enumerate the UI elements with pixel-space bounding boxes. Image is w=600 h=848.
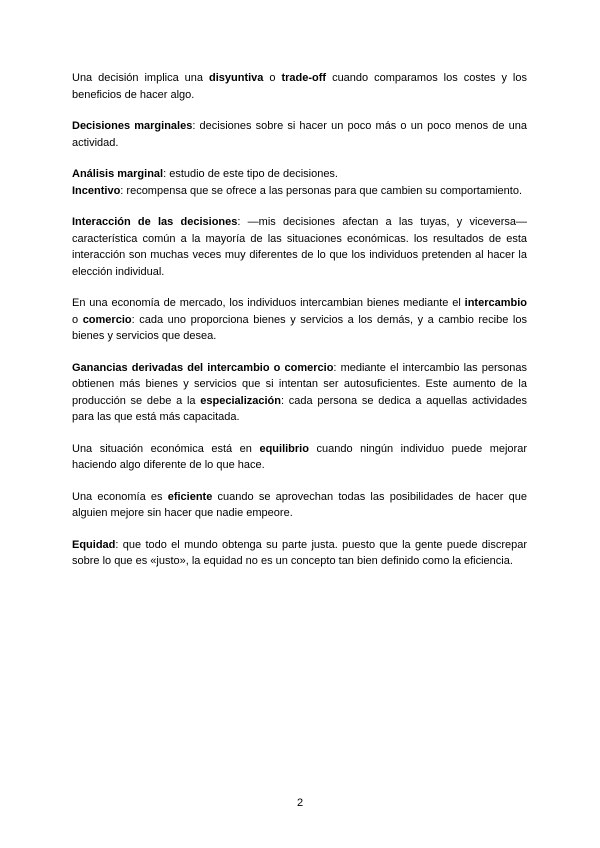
text: Una situación económica está en [72,442,260,455]
paragraph-analisis-marginal [72,166,527,183]
text: : que todo el mundo obtenga su parte justa. puesto que la gente puede discrepar sobre lo que es «justo», la equidad no es un concepto tan bien definido como la eficiencia. [72,538,527,567]
text: o [72,313,83,326]
paragraph-equilibrio [72,441,527,474]
page-body [72,70,527,570]
text: Una decisión implica una [72,72,210,84]
paragraph-disyuntiva [72,70,527,103]
text: : recompensa que se ofrece a las personas para que cambien su comportamiento. [120,184,523,197]
term-comercio: comercio [82,313,132,326]
term-analisis-marginal: Análisis marginal [72,168,164,180]
paragraph-eficiente [72,489,527,522]
text: : mediante el intercambio las personas obtienen más bienes y servicios que si intentan ser autosuficientes. Este aumento de la producción se debe a la [72,361,528,407]
paragraph-intercambio [72,295,527,345]
term-equilibrio: equilibrio [259,442,309,455]
paragraph-ganancias [72,360,527,426]
paragraph-decisiones-marginales [72,118,527,151]
term-especializacion: especialización [200,394,281,407]
text: : —mis decisiones afectan a las tuyas, y viceversa— característica común a la mayoría de las situaciones económicas. los resultados de esta interacción son muchas veces muy diferentes de lo que los individuos pretenden al hacer la elección individual. [72,216,527,278]
text: cuando comparamos los costes y los beneficios de hacer algo. [72,72,527,101]
page-number: 2 [296,797,304,809]
paragraph-interaccion [72,214,527,280]
term-disyuntiva: disyuntiva [209,72,264,84]
paragraph-incentivo [72,183,527,200]
term-ganancias: Ganancias derivadas del intercambio o comercio [72,361,334,374]
text: cuando se aprovechan todas las posibilidades de hacer que alguien mejore sin hacer que nadie empeore. [72,490,527,519]
term-eficiente: eficiente [167,490,213,503]
paragraph-equidad [72,537,527,570]
term-interaccion-decisiones: Interacción de las decisiones [72,216,238,228]
term-intercambio: intercambio [464,297,527,309]
text: : decisiones sobre si hacer un poco más o un poco menos de una actividad. [72,120,527,149]
term-equidad: Equidad [72,538,116,551]
text: Una economía es [72,490,168,503]
text: cuando ningún individuo puede mejorar haciendo algo diferente de lo que hace. [72,442,527,471]
text: : estudio de este tipo de decisiones. [163,168,338,180]
term-trade-off: trade-off [281,72,327,84]
text: : cada persona se dedica a aquellas actividades para las que está más capacitada. [72,394,527,423]
text: En una economía de mercado, los individuos intercambian bienes mediante el [72,297,465,309]
term-incentivo: Incentivo [72,184,121,197]
term-decisiones-marginales: Decisiones marginales [72,120,193,132]
text: : cada uno proporciona bienes y servicios a los demás, y a cambio recibe los bienes y servicios que desea. [72,313,527,342]
text: o [263,72,282,84]
